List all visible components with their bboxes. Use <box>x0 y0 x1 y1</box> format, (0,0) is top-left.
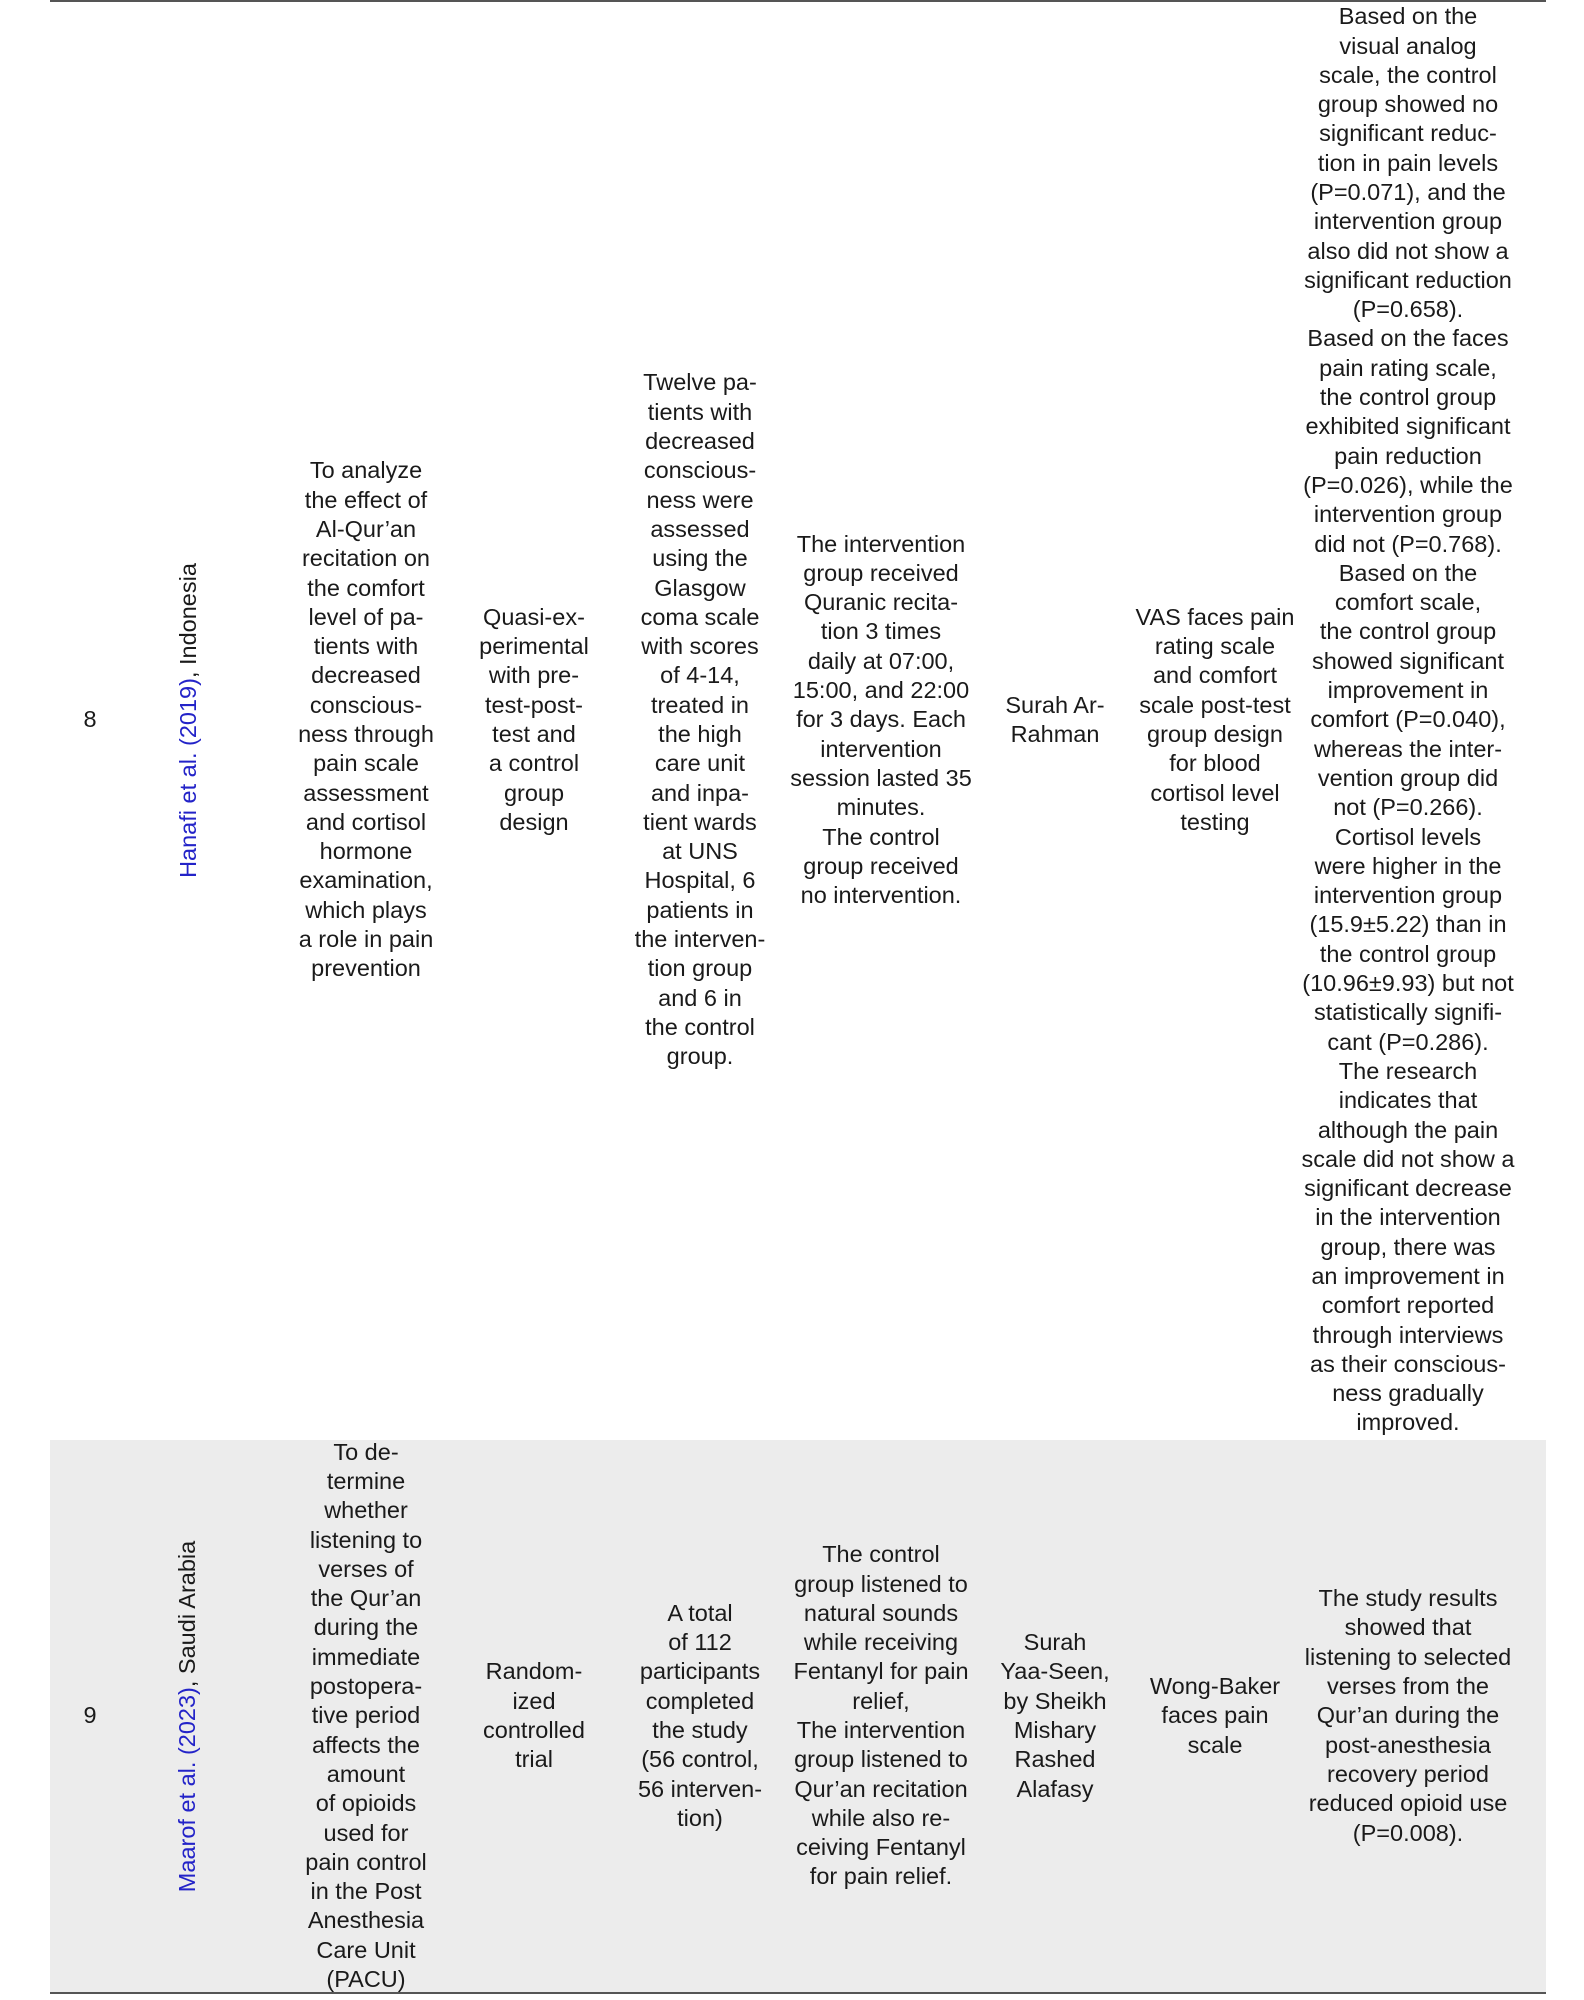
intervention-text: The control group listened to natural sounds while receiving Fentanyl for pain relief, The intervention group listened to Qur’an recitation while also re- ceiving Fentanyl for pain relief. <box>793 1541 969 1890</box>
aim-text: To de- termine whether listening to verses of the Qur’an during the immediate postopera- tive period affects the amount of opioids used for pain control in the Post Anesthesia Care Unit (PACU) <box>305 1438 427 1993</box>
author-country: , Saudi Arabia <box>174 1540 201 1687</box>
sample-text: Twelve pa- tients with decreased conscious- ness were assessed using the Glasgow coma scale with scores of 4-14, treated in the high care unit and inpa- tient wards at UNS Hospital, 6 patients in the interven- tion group and 6 in the control group. <box>634 369 766 1070</box>
instrument-cell <box>1135 1440 1295 1992</box>
intervention-cell <box>782 0 980 1440</box>
table-row <box>50 1440 1546 1992</box>
result-text: The study results showed that listening to selected verses from the Qur’an during the post-anesthesia recovery period reduced opioid use (P=0.008). <box>1304 1585 1512 1846</box>
sample-cell <box>615 0 785 1440</box>
author-label <box>174 563 203 878</box>
intervention-cell <box>782 1440 980 1992</box>
row-number-cell <box>50 0 130 1440</box>
surah-text: Surah Yaa-Seen, by Sheikh Mishary Rashed Alafasy <box>1000 1629 1110 1802</box>
intervention-text: The intervention group received Quranic recita- tion 3 times daily at 07:00, 15:00, and 22:00 for 3 days. Each intervention session lasted 35 minutes. The control group received no intervention. <box>790 530 972 909</box>
author-label <box>174 1540 203 1891</box>
author-country: , Indonesia <box>174 562 201 678</box>
author-citation-link[interactable]: Hanafi et al. (2019) <box>174 677 201 878</box>
aim-cell <box>282 1440 450 1992</box>
table-row <box>50 0 1546 1440</box>
surah-cell <box>980 0 1130 1440</box>
instrument-cell <box>1135 0 1295 1440</box>
sample-cell <box>615 1440 785 1992</box>
surah-text: Surah Ar- Rahman <box>1005 691 1105 747</box>
instrument-text: Wong-Baker faces pain scale <box>1149 1673 1281 1758</box>
author-cell <box>138 1440 238 1992</box>
design-cell <box>450 0 618 1440</box>
result-cell <box>1295 1440 1521 1992</box>
design-cell <box>450 1440 618 1992</box>
sample-text: A total of 112 participants completed the study (56 control, 56 interven- tion) <box>637 1599 763 1831</box>
surah-cell <box>980 1440 1130 1992</box>
instrument-text: VAS faces pain rating scale and comfort scale post-test group design for blood cortisol level testing <box>1135 603 1295 835</box>
row-number: 8 <box>83 706 97 733</box>
row-number-cell <box>50 1440 130 1992</box>
author-cell <box>138 0 238 1440</box>
result-cell <box>1295 0 1521 1440</box>
result-text: Based on the visual analog scale, the control group showed no significant reduc- tion in pain levels (P=0.071), and the intervention group also did not show a significant reduction (P=0.658). Based on the faces pain rating scale, the control group exhibited significant pain reduction (P=0.026), while the intervention group did not (P=0.768). Based on the comfort scale, the control group showed significant improvement in comfort (P=0.040), whereas the inter- vention group did not (P=0.266). Cortisol levels were higher in the intervention group (15.9±5.22) than in the control group (10.96±9.93) but not statistically signifi- cant (P=0.286). The research indicates that although the pain scale did not show a significant decrease in the intervention group, there was an improvement in comfort reported through interviews as their conscious- ness gradually improved. <box>1301 3 1515 1436</box>
table-bottom-rule <box>50 1992 1546 1994</box>
row-number: 9 <box>83 1702 97 1729</box>
aim-text: To analyze the effect of Al-Qur’an recitation on the comfort level of pa- tients with decreased conscious- ness through pain scale assessment and cortisol hormone examination, which plays a role in pain prevention <box>298 457 434 982</box>
aim-cell <box>282 0 450 1440</box>
design-text: Quasi-ex- perimental with pre- test-post- test and a control group design <box>479 603 589 835</box>
author-citation-link[interactable]: Maarof et al. (2023) <box>174 1686 201 1892</box>
design-text: Random- ized controlled trial <box>483 1658 585 1773</box>
